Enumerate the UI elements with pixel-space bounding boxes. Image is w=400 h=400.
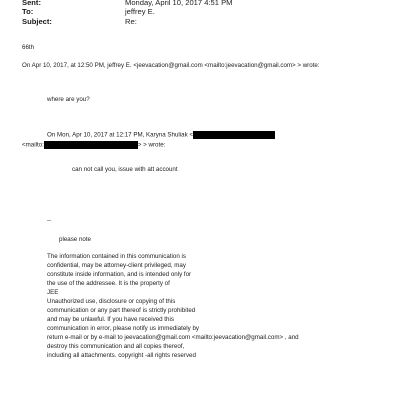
disclaimer-line: the use of the addressee. It is the property of <box>47 280 170 287</box>
quote1-text: where are you? <box>47 96 90 103</box>
signature-dash: -- <box>47 217 52 224</box>
to-label: To: <box>22 7 34 16</box>
quote2-mail-line <box>22 141 165 149</box>
quote2-mail-prefix: <mailto: <box>22 141 44 149</box>
please-note: please note <box>59 236 91 243</box>
disclaimer-line: communication in error, please notify us immediately by <box>47 325 200 332</box>
to-value: jeffrey E. <box>125 7 155 16</box>
disclaimer-line: Unauthorized use, disclosure or copying of this <box>47 298 176 305</box>
sent-value: Monday, April 10, 2017 4:51 PM <box>125 0 233 7</box>
disclaimer-line: return e-mail or by e-mail to jeevacation@gmail.com <mailto:jeevacation@gmail.com> , and <box>47 334 299 341</box>
quote2-mail-suffix: > > wrote: <box>137 141 166 149</box>
redaction-bar <box>44 141 138 149</box>
subject-label: Subject: <box>22 17 52 26</box>
quote1-intro: On Apr 10, 2017, at 12:50 PM, jeffrey E. <jeevacation@gmail.com <mailto:jeevacation@gmail.com> > wrote: <box>22 62 320 69</box>
disclaimer-line: destroy this communication and all copies thereof, <box>47 343 185 350</box>
reply-text: 66th <box>22 44 35 51</box>
disclaimer-line: JEE <box>47 289 59 296</box>
sent-label: Sent: <box>22 0 41 7</box>
redaction-bar <box>193 131 275 139</box>
quote2-intro-text: On Mon, Apr 10, 2017 at 12:17 PM, Karyna Shuliak < <box>47 131 194 139</box>
disclaimer-line: The information contained in this communication is <box>47 253 186 260</box>
quote2-text: can not call you, issue with att account <box>72 166 178 173</box>
subject-value: Re: <box>125 17 137 26</box>
disclaimer-line: and may be unlawful. If you have received this <box>47 316 174 323</box>
disclaimer-line: constitute inside information, and is intended only for <box>47 271 192 278</box>
disclaimer-line: communication or any part thereof is strictly prohibited <box>47 307 196 314</box>
disclaimer-line: including all attachments. copyright -all rights reserved <box>47 352 196 359</box>
disclaimer-line: confidential, may be attorney-client privileged, may <box>47 262 186 269</box>
quote2-intro <box>47 131 275 139</box>
